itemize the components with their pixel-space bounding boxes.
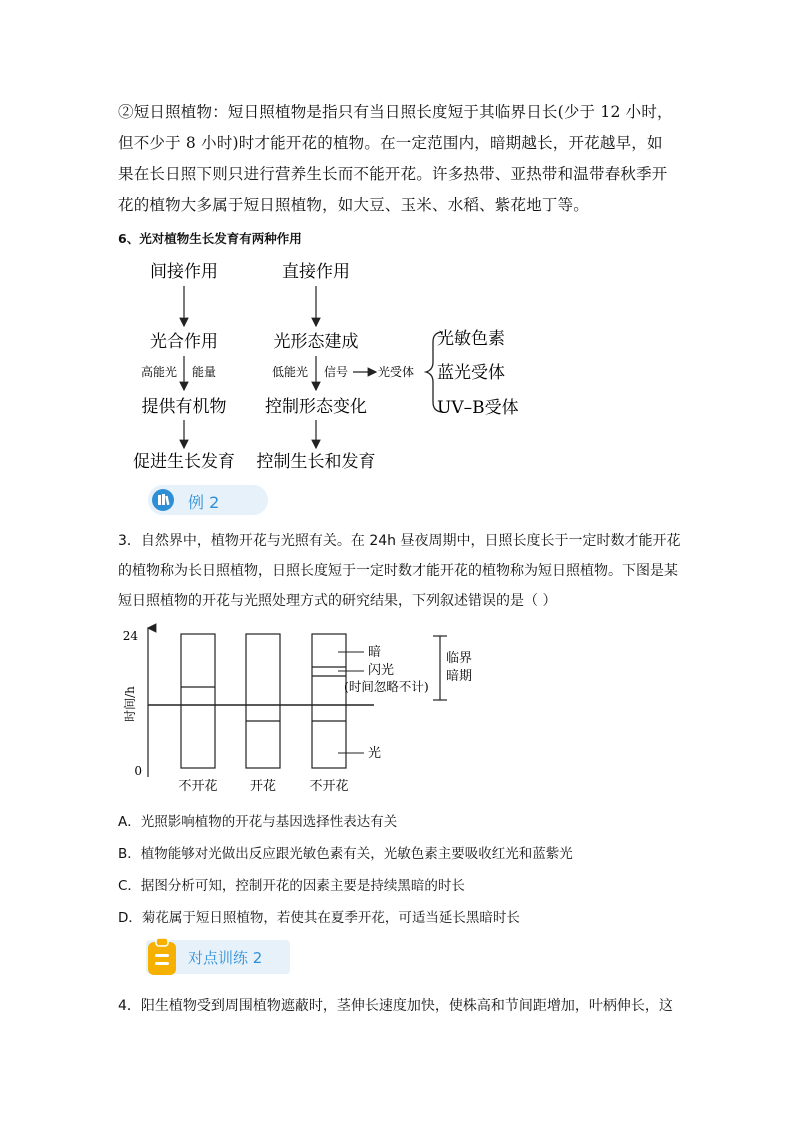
- label-signal: 信号: [324, 365, 349, 379]
- paragraph-line: 但不少于 8 小时)时才能开花的植物。在一定范围内，暗期越长，开花越早，如: [118, 134, 663, 152]
- bar-3: [312, 634, 346, 768]
- example-badge: [148, 485, 268, 515]
- photoperiod-figure: [118, 622, 498, 797]
- example-badge-label: 例 2: [188, 493, 220, 512]
- bar-2-label: 开花: [249, 779, 277, 794]
- question-3: [118, 526, 684, 616]
- paragraph-line: 果在长日照下则只进行营养生长而不能开花。许多热带、亚热带和温带春秋季开: [118, 165, 668, 183]
- node-promote-growth: 促进生长发育: [133, 452, 235, 472]
- clipboard-icon: [146, 937, 178, 977]
- light-effects-diagram: [110, 250, 550, 480]
- node-photomorphogenesis: 光形态建成: [273, 332, 359, 352]
- bar-1-label: 不开花: [178, 779, 218, 794]
- node-indirect: 间接作用: [150, 262, 218, 282]
- label-high-energy-light: 高能光: [140, 365, 177, 379]
- node-photosynthesis: 光合作用: [150, 332, 218, 352]
- y-axis-label: 时间/h: [123, 686, 137, 722]
- example-badge-pill: [148, 485, 268, 515]
- label-dark: 暗: [368, 645, 382, 660]
- training-badge: [146, 940, 290, 974]
- paragraph-line: 花的植物大多属于短日照植物，如大豆、玉米、水稻、紫花地丁等。: [118, 196, 590, 214]
- node-control-growth: 控制生长和发育: [256, 452, 376, 472]
- training-badge-pill: [146, 940, 290, 974]
- book-icon: [152, 489, 174, 511]
- section-heading-6: 6、光对植物生长发育有两种作用: [118, 231, 302, 246]
- question-line: 的植物称为长日照植物，日照长度短于一定时数才能开花的植物称为短日照植物。下图是某: [118, 563, 678, 579]
- y-tick-24: 24: [122, 629, 138, 643]
- brace-item-phytochrome: 光敏色素: [437, 329, 505, 349]
- bar-1: [181, 634, 215, 768]
- option-a: A．光照影响植物的开花与基因选择性表达有关: [118, 814, 398, 830]
- label-critical-1: 临界: [446, 651, 473, 666]
- node-provide-organics: 提供有机物: [141, 397, 227, 417]
- label-low-energy-light: 低能光: [271, 365, 308, 379]
- label-photoreceptor: 光受体: [378, 365, 415, 379]
- label-flash-note: (时间忽略不计): [344, 679, 429, 694]
- short-day-paragraph: [118, 97, 678, 221]
- node-direct: 直接作用: [282, 262, 350, 282]
- label-energy: 能量: [192, 365, 217, 379]
- node-control-form: 控制形态变化: [265, 397, 367, 417]
- option-d: D．菊花属于短日照植物，若使其在夏季开花，可适当延长黑暗时长: [118, 910, 520, 926]
- y-tick-0: 0: [134, 764, 142, 778]
- label-light: 光: [368, 746, 382, 761]
- label-critical-2: 暗期: [446, 669, 473, 684]
- paragraph-line: ②短日照植物：短日照植物是指只有当日照长度短于其临界日长(少于 12 小时，: [118, 103, 673, 121]
- question-4: 4．阳生植物受到周围植物遮蔽时，茎伸长速度加快，使株高和节间距增加，叶柄伸长，这: [118, 998, 673, 1014]
- option-b: B．植物能够对光做出反应跟光敏色素有关，光敏色素主要吸收红光和蓝紫光: [118, 846, 573, 862]
- option-c: C．据图分析可知，控制开花的因素主要是持续黑暗的时长: [118, 878, 465, 894]
- brace-item-uvb-receptor: UV–B受体: [437, 398, 519, 418]
- training-badge-label: 对点训练 2: [188, 949, 263, 967]
- bar-3-label: 不开花: [309, 779, 349, 794]
- question-line: 3．自然界中，植物开花与光照有关。在 24h 昼夜周期中，日照长度长于一定时数才能开花: [118, 533, 681, 549]
- label-flash: 闪光: [368, 663, 395, 678]
- brace-item-blue-receptor: 蓝光受体: [437, 363, 505, 383]
- bar-2: [246, 634, 280, 768]
- question-line: 短日照植物的开花与光照处理方式的研究结果，下列叙述错误的是（ ）: [118, 593, 557, 609]
